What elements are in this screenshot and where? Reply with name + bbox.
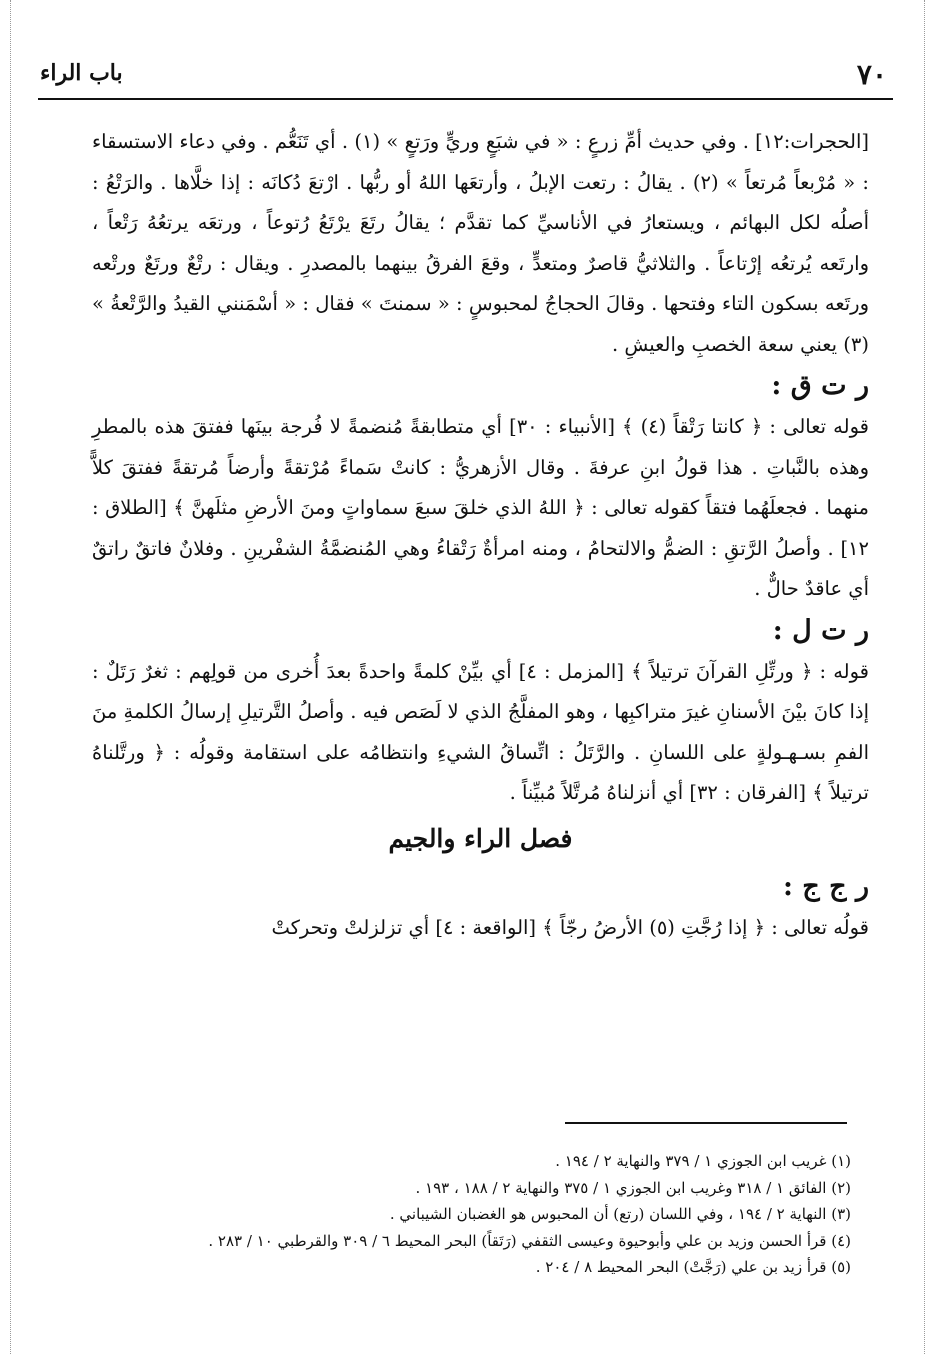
root-heading-r-t-l: ر ت ل : (772, 614, 869, 646)
page-number: ٧٠ (856, 58, 887, 91)
root-heading-r-j-j: ر ج ج : (782, 870, 869, 902)
paragraph-ratq: قوله تعالى : ﴿ كانتا رَتْقاً (٤) ﴾ [الأنبياء : ٣٠] أي متطابقةً مُنضمةً لا فُرجة بينَها ففتقَ هذه بالمطرِ وهذه بالنَّباتِ . هذا قولُ ابنِ عرفةَ . وقال الأزهريُّ : كانتْ سَماءً مُرْتقةً وأرضاً مُرتقةً ففتقَ كلاًّ منهما . فجعلَهُما فتقاً كقوله تعالى : ﴿ اللهُ الذي خلقَ سبعَ سماواتٍ ومنَ الأرضِ مثلَهنَّ ﴾ [الطلاق : ١٢] . وأصلُ الرَّتقِ : الضمُّ والالتحامُ ، ومنه امرأةٌ رَتْقاءُ وهي المُنضمَّةُ الشفْرينِ . وفلانٌ فاتقٌ راتقٌ أي عاقدٌ حالٌّ . (92, 415, 869, 600)
main-text (92, 122, 869, 948)
footnotes (80, 1148, 851, 1281)
header-rule (38, 98, 893, 100)
paragraph-ratl: قوله : ﴿ ورتِّلِ القرآنَ ترتيلاً ﴾ [المزمل : ٤] أي بيِّنْ كلمةً واحدةً بعدَ أُخرى من قولِهم : ثغرٌ رَتَلٌ : إذا كانَ بيْنَ الأسنانِ غيرَ متراكبِها ، وهو المفلَّجُ الذي لا لَصَص فيه . وأصلُ التَّرتيلِ إرسالُ الكلمةِ منَ الفمِ بسـهـولةٍ على اللسانِ . والرَّتَلُ : اتِّساقُ الشيءِ وانتظامُه على استقامة وقولُه : ﴿ ورتَّلناهُ ترتيلاً ﴾ [الفرقان : ٣٢] أي أنزلناهُ مُرتَّلاً مُبيِّناً . (92, 659, 869, 804)
footnote-separator (565, 1122, 847, 1124)
footnote-3: (٣) النهاية ٢ / ١٩٤ ، وفي اللسان (رتع) أن المحبوس هو الغضبان الشيباني . (389, 1205, 851, 1223)
right-margin-dotted-line (924, 0, 925, 1354)
section-title: فصل الراء والجيم (388, 823, 573, 853)
page-header (40, 58, 887, 96)
left-margin-dotted-line (10, 0, 11, 1354)
footnote-1: (١) غريب ابن الجوزي ١ / ٣٧٩ والنهاية ٢ / ١٩٤ . (555, 1152, 851, 1170)
paragraph-ratʿ: [الحجرات:١٢] . وفي حديث أمِّ زرعٍ : « في شبَعٍ وريٍّ ورَتعٍ » (١) . أي تَنَعُّم . وفي دعاء الاستسقاء : « مُرْبعاً مُرتعاً » (٢) . يقالُ : رتعت الإبلُ ، وأرتعَها اللهُ أو ربُّها . ارْتعَ دُكانَه : إذا خلَّاها . والرَتْعُ : أصلُه لكل البهائم ، ويستعارُ في الأناسيِّ كما تقدَّم ؛ يقالُ رتَعَ يرْتَعُ رُتوعاً ، ورتعَه يرتعُهُ رَتْعاً ، وارتَعه يُرتعُه إرْتاعاً . والثلاثيُّ قاصرٌ ومتعدٍّ ، وقعَ الفرقُ بينهما بالمصدرِ . ويقال : رتْعٌ ورتَعٌ ورتْعه ورتَعه بسكون التاء وفتحها . وقالَ الحجاجُ لمحبوسٍ : « سمنتَ » فقال : « أسْمَنني القيدُ والرَّتْعةُ » (٣) يعني سعة الخصبِ والعيشِ . (92, 130, 870, 356)
root-heading-r-t-q: ر ت ق : (771, 370, 869, 401)
paragraph-rajj: قولُه تعالى : ﴿ إذا رُجَّتِ (٥) الأرضُ رجّاً ﴾ [الواقعة : ٤] أي تزلزلتْ وتحركتْ (271, 915, 869, 939)
footnote-5: (٥) قرأ زيد بن علي (رَجَّتْ) البحر المحيط ٨ / ٢٠٤ . (535, 1258, 851, 1276)
footnote-2: (٢) الفائق ١ / ٣١٨ وغريب ابن الجوزي ١ / ٣٧٥ والنهاية ٢ / ١٨٨ ، ١٩٣ . (415, 1178, 851, 1197)
footnote-4: (٤) قرأ الحسن وزيد بن علي وأبوحيوة وعيسى الثقفي (رَتَقاً) البحر المحيط ٦ / ٣٠٩ والقرطبي ١٠ / ٢٨٣ . (208, 1231, 851, 1250)
chapter-title: باب الراء (40, 60, 123, 86)
